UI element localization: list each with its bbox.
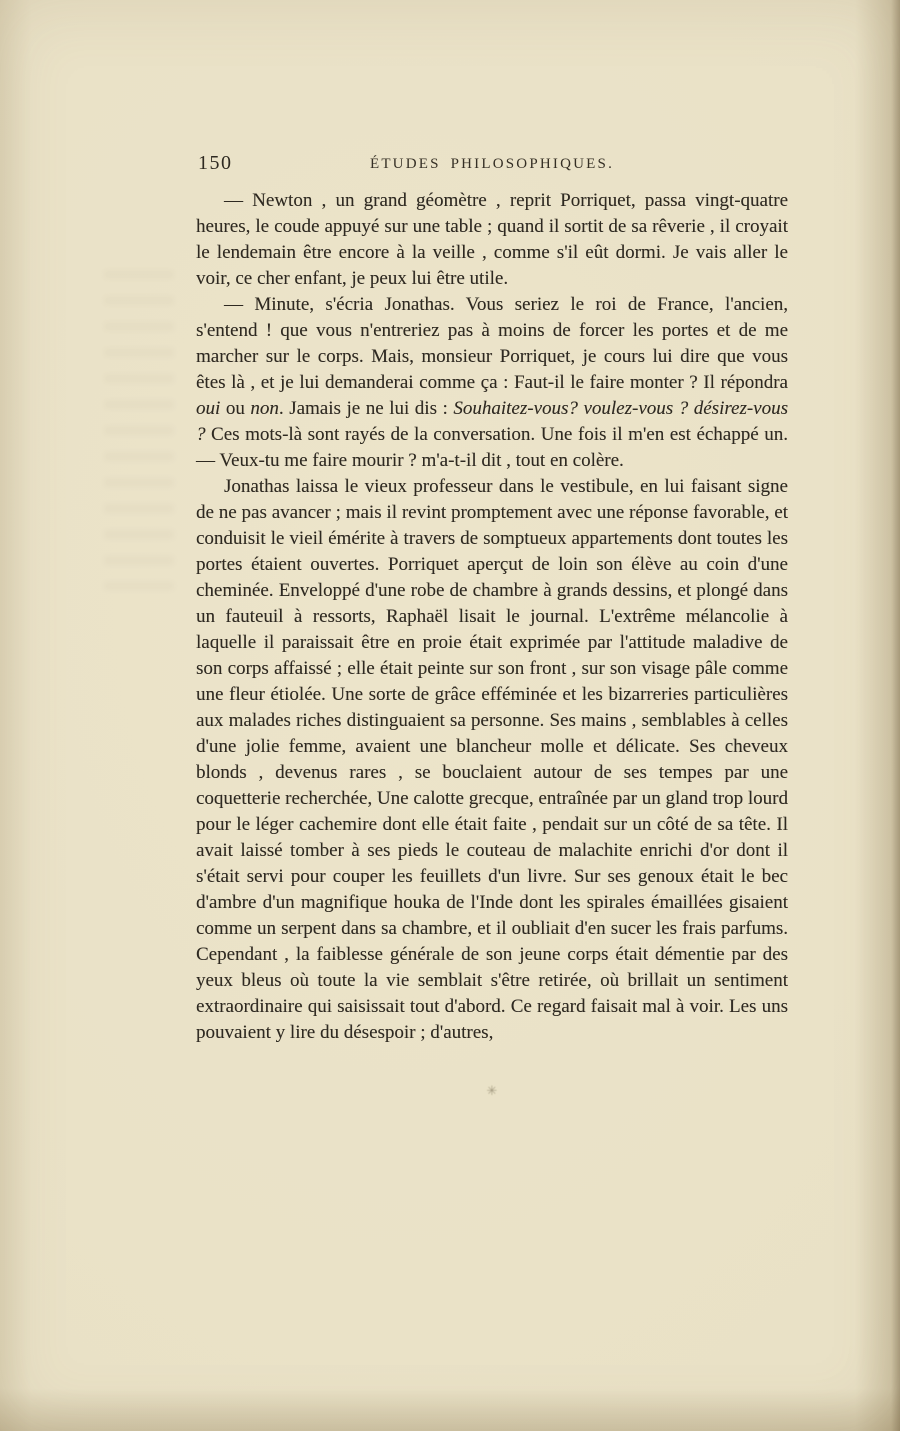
text-run: — Newton , un grand géomètre , reprit Porriquet, passa vingt-quatre heures, le coude appuyé sur une table ; quand il sortit de sa rêverie , il croyait le lendemain être encore à la veille , comme s'il eût dormi. Je vais aller le voir, ce cher enfant, je peux lui être utile. [196, 190, 788, 289]
text-run: . Jamais je ne lui dis : [278, 398, 454, 419]
printers-ornament-icon: ✳ [486, 1084, 498, 1099]
italic-run: Souhaitez-vous? voulez-vous ? désirez-vous ? [196, 398, 789, 445]
text-run: ou [220, 398, 251, 419]
italic-run: non [250, 398, 279, 419]
running-title: ÉTUDES PHILOSOPHIQUES. [369, 156, 615, 172]
ink-bleedthrough [104, 270, 174, 590]
running-head [196, 152, 788, 178]
page-number: 150 [198, 152, 233, 174]
paragraph [196, 474, 788, 1046]
text-run: Ces mots-là sont rayés de la conversation. Une fois il m'en est échappé un. — Veux-tu me faire mourir ? m'a-t-il dit , tout en colère. [196, 424, 788, 471]
paragraph [196, 188, 788, 292]
paragraph [196, 292, 788, 474]
body-text [196, 188, 788, 1046]
page-content [196, 152, 788, 1099]
italic-run: oui [196, 398, 221, 419]
text-run: — Minute, s'écria Jonathas. Vous seriez le roi de France, l'ancien, s'entend ! que vous n'entreriez pas à moins de forcer les portes et de me marcher sur le corps. Mais, monsieur Porriquet, je cours lui dire que vous êtes là , et je lui demanderai comme ça : Faut-il le faire monter ? Il répondra [196, 294, 788, 393]
text-run: Jonathas laissa le vieux professeur dans le vestibule, en lui faisant signe de ne pas avancer ; mais il revint promptement avec une réponse favorable, et conduisit le vieil émérite à travers de somptueux appartements dont toutes les portes étaient ouvertes. Porriquet aperçut de loin son élève au coin d'une cheminée. Enveloppé d'une robe de chambre à grands dessins, et plongé dans un fauteuil à ressorts, Raphaël lisait le journal. L'extrême mélancolie à laquelle il paraissait être en proie était exprimée par l'attitude maladive de son corps affaissé ; elle était peinte sur son front , sur son visage pâle comme une fleur étiolée. Une sorte de grâce efféminée et les bizarreries particulières aux malades riches distinguaient sa personne. Ses mains , semblables à celles d'une jolie femme, avaient une blancheur molle et délicate. Ses cheveux blonds , devenus rares , se bouclaient autour de ses tempes par une coquetterie recherchée, Une calotte grecque, entraînée par un gland trop lourd pour le léger cachemire dont elle était faite , pendait sur un côté de sa tête. Il avait laissé tomber à ses pieds le couteau de malachite enrichi d'or dont il s'était servi pour couper les feuillets d'un livre. Sur ses genoux était le bec d'ambre d'un magnifique houka de l'Inde dont les spirales émaillées gisaient comme un serpent dans sa chambre, et il oubliait d'en sucer les frais parfums. Cependant , la faiblesse générale de son jeune corps était démentie par des yeux bleus où toute la vie semblait s'être retirée, où brillait un sentiment extraordinaire qui saisissait tout d'abord. Ce regard faisait mal à voir. Les uns pouvaient y lire du désespoir ; d'autres, [196, 476, 788, 1043]
